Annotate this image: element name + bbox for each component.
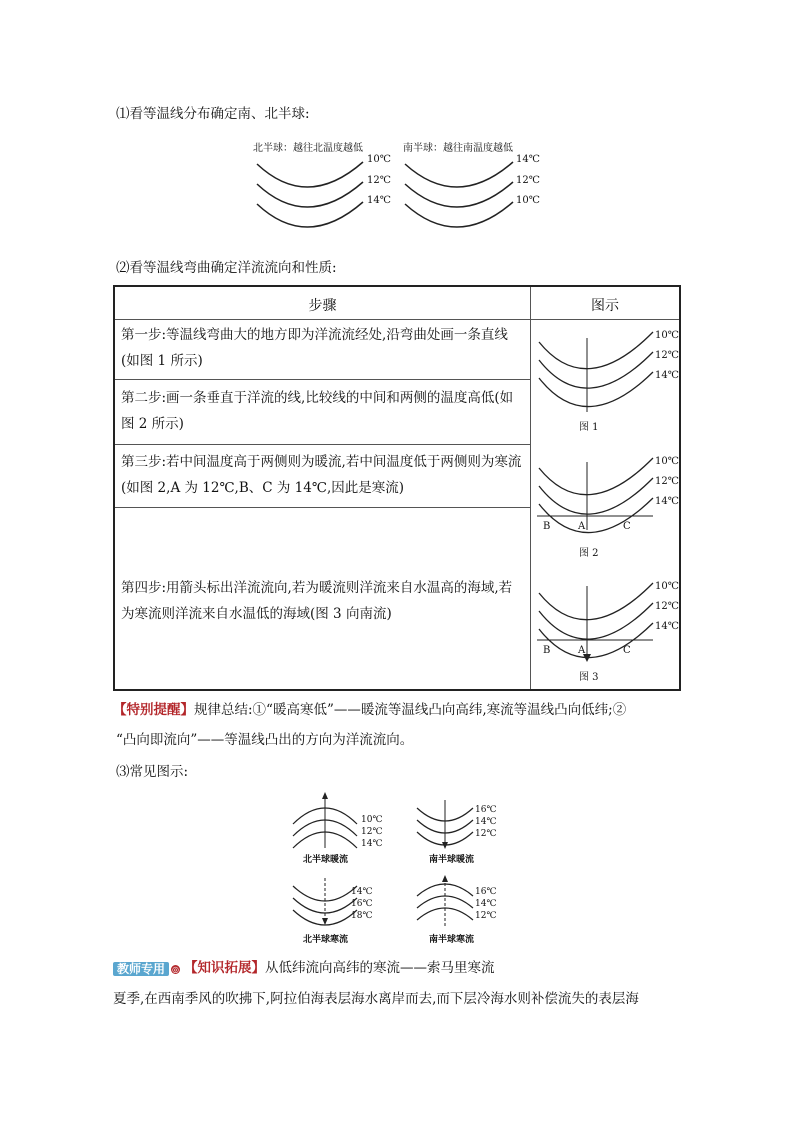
nw-label-2: 12℃ xyxy=(361,827,383,837)
fig2-isotherm-2 xyxy=(539,478,653,514)
fig2-point-a: A xyxy=(578,521,586,532)
south-isotherm-3 xyxy=(405,202,513,227)
fig3-point-a: A xyxy=(578,645,586,656)
extension-heading xyxy=(113,962,495,976)
nc-caption: 北半球寒流 xyxy=(303,935,349,945)
header-steps: 步骤 xyxy=(308,298,337,314)
hemisphere-diagrams xyxy=(245,136,545,236)
row-divider-3 xyxy=(115,507,530,508)
fig3-point-c: C xyxy=(623,645,631,656)
fig2-label-2: 12℃ xyxy=(655,476,679,487)
sw-label-3: 12℃ xyxy=(475,829,497,839)
nc-label-2: 16℃ xyxy=(351,899,373,909)
south-label-3: 10℃ xyxy=(516,195,540,206)
north-isotherm-1 xyxy=(257,162,363,187)
figures-column xyxy=(531,320,679,690)
fig3-point-b: B xyxy=(543,645,551,656)
fig1-label-3: 14℃ xyxy=(655,370,679,381)
step-3: 第三步:若中间温度高于两侧则为暖流,若中间温度低于两侧则为寒流(如图 2,A 为 12℃,B、C 为 14℃,因此是寒流) xyxy=(121,454,522,496)
step-4: 第四步:用箭头标出洋流流向,若为暖流则洋流来自水温高的海域,若为寒流则洋流来自水温低的海域(图 3 向南流) xyxy=(121,580,513,622)
tip-tag: 【特别提醒】 xyxy=(113,702,194,718)
fig3-label-3: 14℃ xyxy=(655,621,679,632)
header-figures: 图示 xyxy=(591,298,619,314)
tip-line-1 xyxy=(113,704,626,718)
fig3-label-1: 10℃ xyxy=(655,581,679,592)
section2-heading: ⑵看等温线弯曲确定洋流流向和性质: xyxy=(116,260,337,276)
extension-title: 从低纬流向高纬的寒流——索马里寒流 xyxy=(265,960,495,977)
fig3-isotherm-1 xyxy=(539,583,653,620)
fig2-isotherm-1 xyxy=(539,458,653,495)
sc-arrow-head xyxy=(442,875,448,882)
row-divider-2 xyxy=(115,444,530,445)
south-isotherm-2 xyxy=(405,182,513,207)
fig3-caption: 图 3 xyxy=(579,672,599,683)
common-diagrams xyxy=(285,790,515,950)
tip-text-1: 规律总结:①“暖高寒低”——暖流等温线凸向高纬,寒流等温线凸向低纬;② xyxy=(194,702,627,718)
fig2-point-b: B xyxy=(543,521,551,532)
north-isotherm-3 xyxy=(257,202,363,227)
fig2-caption: 图 2 xyxy=(579,548,599,559)
step-1: 第一步:等温线弯曲大的地方即为洋流流经处,沿弯曲处画一条直线(如图 1 所示) xyxy=(121,327,508,369)
nw-arrow-head xyxy=(322,792,328,799)
fig1-isotherm-1 xyxy=(539,332,653,369)
section1-heading: ⑴看等温线分布确定南、北半球: xyxy=(116,106,310,122)
teacher-badge: 教师专用 xyxy=(113,962,169,976)
tip-line-2: “凸向即流向”——等温线凸出的方向为洋流流向。 xyxy=(116,732,414,748)
sc-caption: 南半球寒流 xyxy=(429,935,475,945)
sc-label-2: 14℃ xyxy=(475,899,497,909)
north-label-1: 10℃ xyxy=(367,154,391,165)
south-caption: 南半球：越往南温度越低 xyxy=(403,143,513,154)
north-isotherm-2 xyxy=(257,182,363,207)
north-label-2: 12℃ xyxy=(367,175,391,186)
step-2: 第二步:画一条垂直于洋流的线,比较线的中间和两侧的温度高低(如图 2 所示) xyxy=(121,390,514,432)
fig1-label-2: 12℃ xyxy=(655,350,679,361)
extension-tag: 【知识拓展】 xyxy=(184,960,266,977)
nw-caption: 北半球暖流 xyxy=(303,855,349,865)
row-divider-1 xyxy=(115,379,530,380)
south-label-1: 14℃ xyxy=(516,154,540,165)
sc-label-1: 16℃ xyxy=(475,887,497,897)
nc-label-3: 18℃ xyxy=(351,911,373,921)
south-label-2: 12℃ xyxy=(516,175,540,186)
sc-isotherm-2 xyxy=(417,896,473,908)
fig1-caption: 图 1 xyxy=(579,422,599,433)
nc-label-1: 14℃ xyxy=(351,887,373,897)
fig1-isotherm-2 xyxy=(539,352,653,388)
nw-label-1: 10℃ xyxy=(361,815,383,825)
extension-body: 夏季,在西南季风的吹拂下,阿拉伯海表层海水离岸而去,而下层冷海水则补偿流失的表层海 xyxy=(113,991,639,1007)
sw-caption: 南半球暖流 xyxy=(429,855,475,865)
sw-label-1: 16℃ xyxy=(475,805,497,815)
fig2-label-1: 10℃ xyxy=(655,456,679,467)
steps-table xyxy=(113,285,681,691)
nw-label-3: 14℃ xyxy=(361,839,383,849)
sw-label-2: 14℃ xyxy=(475,817,497,827)
fig3-label-2: 12℃ xyxy=(655,601,679,612)
fig2-point-c: C xyxy=(623,521,631,532)
fig2-label-3: 14℃ xyxy=(655,496,679,507)
sc-label-3: 12℃ xyxy=(475,911,497,921)
south-isotherm-1 xyxy=(405,162,513,187)
section3-heading: ⑶常见图示: xyxy=(116,764,189,780)
fig1-label-1: 10℃ xyxy=(655,330,679,341)
north-caption: 北半球：越往北温度越低 xyxy=(253,143,363,154)
fig3-isotherm-2 xyxy=(539,603,653,639)
nc-arrow-head xyxy=(322,918,328,925)
badge-mark-icon: ◎ xyxy=(172,964,179,974)
north-label-3: 14℃ xyxy=(367,195,391,206)
